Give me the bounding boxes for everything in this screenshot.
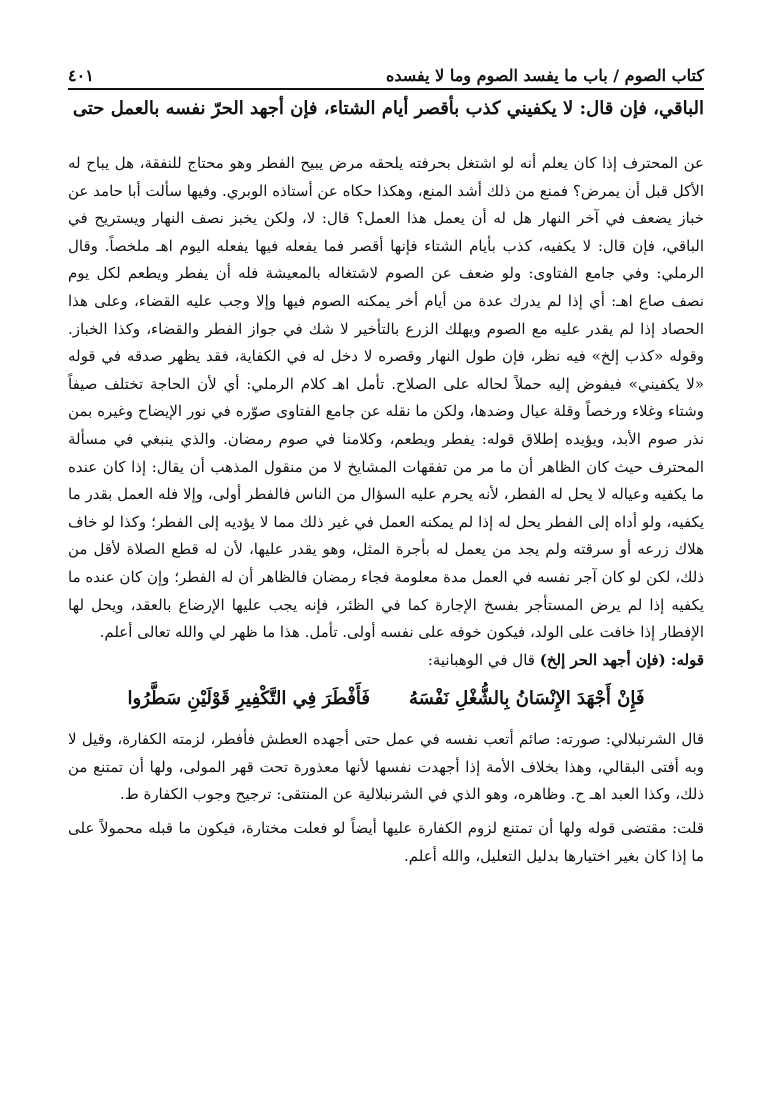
qawl-tail: قال في الوهبانية: xyxy=(427,650,535,669)
chapter-title: كتاب الصوم / باب ما يفسد الصوم وما لا يفسده xyxy=(385,66,704,85)
page-number: ٤٠١ xyxy=(68,66,94,85)
commentary-paragraph-2: قال الشرنبلالي: صورته: صائم أتعب نفسه في عمل حتى أجهده العطش فأفطر، لزمته الكفارة، وقيل لا وبه أفتى البقالي، وهذا بخلاف الأمة إذا أجهدت نفسها لأنها معذورة تحت قهر المولى، ولها أن تمتنع من ذلك، وكذا العبد اهـ ح. وظاهره، وهو الذي في الشرنبلالية عن المنتقى: ترجيح وجوب الكفارة ط. xyxy=(68,730,704,804)
running-head xyxy=(68,60,704,86)
header-rule xyxy=(68,88,704,90)
verse-hemistich-1: فَإِنْ أَجْهَدَ الإِنْسَانُ بِالشُّغْلِ نَفْسَهُ xyxy=(409,688,645,710)
main-text: الباقي، فإن قال: لا يكفيني كذب بأقصر أيام الشتاء، فإن أجهد الحرّ نفسه بالعمل حتى xyxy=(72,98,704,119)
commentary-paragraph-qawl xyxy=(68,647,704,675)
poem-verse xyxy=(108,684,664,714)
commentary-paragraph-3: قلت: مقتضى قوله ولها أن تمتنع لزوم الكفارة عليها أيضاً لو فعلت مختارة، فيكون ما قبله محمولاً على ما إذا كان بغير اختيارها بدليل التعليل، والله أعلم. xyxy=(68,819,704,865)
commentary-paragraph-1: عن المحترف إذا كان يعلم أنه لو اشتغل بحرفته يلحقه مرض يبيح الفطر وهو محتاج للنفقة، هل يباح له الأكل قبل أن يمرض؟ فمنع من ذلك أشد المنع، وهكذا حكاه عن أستاذه الوبري. وفيها سألت أبا حامد عن خباز يضعف في آخر النهار هل له أن يعمل هذا العمل؟ قال: لا، ولكن يخبز نصف النهار ويستريح في الباقي، فإن قال: لا يكفيه، كذب بأيام الشتاء فإنها أقصر فما يفعله فيها يفعله اليوم اهـ ملخصاً. وقال الرملي: وفي جامع الفتاوى: ولو ضعف عن الصوم لاشتغاله بالمعيشة فله أن يفطر ويطعم لكل يوم نصف صاع اهـ: أي إذا لم يدرك عدة من أيام أخر يمكنه الصوم فيها وإلا وجب عليه القضاء، وعلى هذا الحصاد إذا لم يقدر عليه مع الصوم ويهلك الزرع بالتأخير لا شك في جواز الفطر والقضاء، وكذا الخباز. وقوله «كذب إلخ» فيه نظر، فإن طول النهار وقصره لا دخل له في الكفاية، فقد يظهر صدقه في قوله «لا يكفيني» فيفوض إليه حملاً لحاله على الصلاح. تأمل اهـ كلام الرملي: أي لأن الحاجة تختلف صيفاً وشتاء وغلاء ورخصاً وقلة عيال وضدها، ولكن ما نقله عن جامع الفتاوى صوّره في نور الإيضاح وغيره بمن نذر صوم الأبد، ويؤيده إطلاق قوله: يفطر ويطعم، وكلامنا في صوم رمضان. والذي ينبغي في مسألة المحترف حيث كان الظاهر أن ما مر من تفقهات المشايخ لا من منقول المذهب أن يقال: إذا كان عنده ما يكفيه وعياله لا يحل له الفطر، لأنه يحرم عليه السؤال من الناس فالفطر أولى، وإلا فله العمل بقدر ما يكفيه، ولو أداه إلى الفطر يحل له إذا لم يمكنه العمل في غير ذلك مما لا يؤديه إلى الفطر؛ وكذا لو خاف هلاك زرعه أو سرقته ولم يجد من يعمل له بأجرة المثل، وهو يقدر عليها، لأن له قطع الصلاة لأقل من ذلك، لكن لو كان آجر نفسه في العمل مدة معلومة فجاء رمضان فالظاهر أن له الفطر؛ وإن كان عنده ما يكفيه إذا لم يرض المستأجر بفسخ الإجارة كما في الظئر، فإنه يجب عليها الإرضاع بالعقد، ويحل لها الإفطار إذا خافت على الولد، فيكون خوفه على نفسه أولى. تأمل. هذا ما ظهر لي والله تعالى أعلم. xyxy=(68,154,704,642)
commentary xyxy=(68,150,704,870)
verse-hemistich-2: فَأَفْطَرَ فِي التَّكْفِيرِ قَوْلَيْنِ سَطَّرُوا xyxy=(127,688,370,710)
qawl-heading: قوله: (فإن أجهد الحر إلخ) xyxy=(539,650,704,669)
